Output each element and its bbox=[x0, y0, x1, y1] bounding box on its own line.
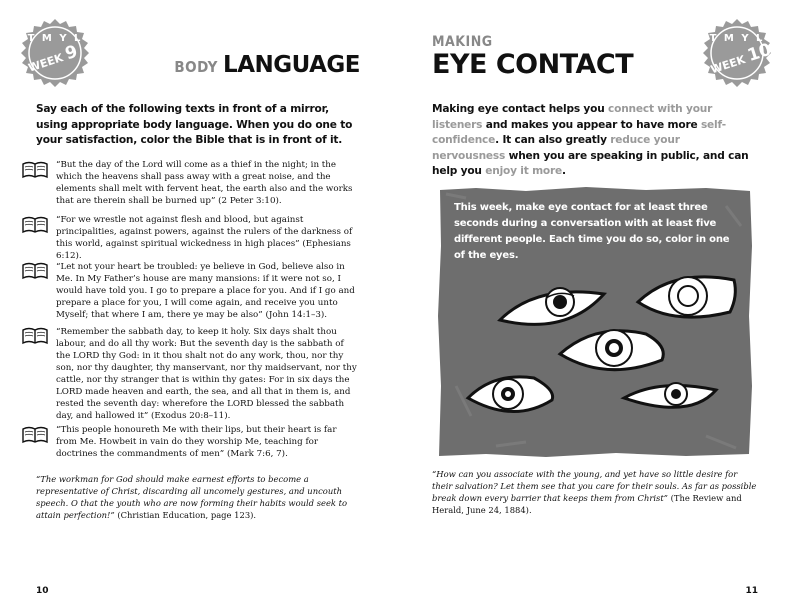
page-title bbox=[174, 52, 360, 78]
ellen-white-quote: “The workman for God should make earnest efforts to become a representative of Christ, discarding all uncomely gestures, and uncouth speech. O that the youth who are now forming their habits would seek to attain perfection!” (Christian Education, page 123). bbox=[36, 474, 348, 520]
bible-icon[interactable] bbox=[22, 161, 48, 179]
title-big: LANGUAGE bbox=[223, 52, 360, 78]
verse-text: “Let not your heart be troubled: ye believe in God, believe also in Me. In My Father’s house are many mansions: if it were not so, I would have told you. I go to prepare a place for you. And if I go and prepare a place for you, I will come again, and receive you unto Myself; that where I am, there ye may be also” (John 14:1–3). bbox=[56, 262, 355, 320]
eye-icon[interactable] bbox=[620, 376, 720, 420]
title-big: EYE CONTACT bbox=[432, 49, 634, 80]
panel-instructions: This week, make eye contact for at least three seconds during a conversation with at least five different people. Each time you do so, color in one of the eyes. bbox=[454, 202, 730, 261]
eye-icon[interactable] bbox=[464, 370, 558, 424]
badge-week: WEEK 9 bbox=[26, 41, 81, 75]
week-10-seal-icon bbox=[700, 18, 774, 92]
verse-text: “Remember the sabbath day, to keep it holy. Six days shalt thou labour, and do all thy work: But the seventh day is the sabbath of the LORD thy God: in it thou shalt not do any work, thou, nor thy son, nor thy daughter, thy manservant, nor thy maidservant, nor thy cattle, nor thy stranger that is within thy gates: For in six days the LORD made heaven and earth, the sea, and all that in them is, and rested the seventh day: wherefore the LORD blessed the sabbath day, and hallowed it” (Exodus 20:8–11). bbox=[56, 327, 357, 421]
bible-icon[interactable] bbox=[22, 426, 48, 444]
bible-icon[interactable] bbox=[22, 327, 48, 345]
page-title bbox=[432, 34, 633, 80]
title-small: BODY bbox=[174, 58, 218, 76]
title-small: MAKING bbox=[432, 34, 493, 50]
week-9-seal-icon bbox=[18, 18, 92, 92]
verse-text: “This people honoureth Me with their lips, but their heart is far from Me. Howbeit in vain do they worship Me, teaching for doctrines the commandments of men” (Mark 7:6, 7). bbox=[56, 425, 337, 459]
bible-icon[interactable] bbox=[22, 262, 48, 280]
badge-week: WEEK 10 bbox=[709, 39, 774, 77]
badge-tmyl: T M Y L bbox=[27, 33, 83, 44]
eye-icon[interactable] bbox=[556, 320, 668, 382]
eye-activity-panel bbox=[436, 186, 754, 458]
verse-text: “For we wrestle not against flesh and blood, but against principalities, against powers, against the rulers of the darkness of this world, against spiritual wickedness in high places” (Ephesians 6:12). bbox=[56, 215, 353, 261]
page-number: 10 bbox=[36, 586, 49, 596]
ellen-white-quote: “How can you associate with the young, and yet have so little desire for their salvation? Let them see that you care for their souls. As far as possible break down every barrier that keeps them from Christ” (The Review and Herald, June 24, 1884). bbox=[432, 469, 757, 515]
badge-tmyl: T M Y L bbox=[709, 33, 765, 44]
intro-text: Making eye contact helps you connect with your listeners and makes you appear to have more self-confidence. It can also greatly reduce your nervousness when you are speaking in public, and can help you enjoy it more. bbox=[432, 103, 749, 177]
intro-text: Say each of the following texts in front of a mirror, using appropriate body language. When you do one to your satisfaction, color the Bible that is in front of it. bbox=[36, 103, 353, 146]
verse-text: “But the day of the Lord will come as a thief in the night; in the which the heavens shall pass away with a great noise, and the elements shall melt with fervent heat, the earth also and the works that are therein shall be burned up” (2 Peter 3:10). bbox=[56, 160, 353, 206]
eye-icon[interactable] bbox=[634, 266, 740, 328]
page-number: 11 bbox=[745, 586, 758, 596]
bible-icon[interactable] bbox=[22, 216, 48, 234]
right-page bbox=[396, 0, 792, 612]
